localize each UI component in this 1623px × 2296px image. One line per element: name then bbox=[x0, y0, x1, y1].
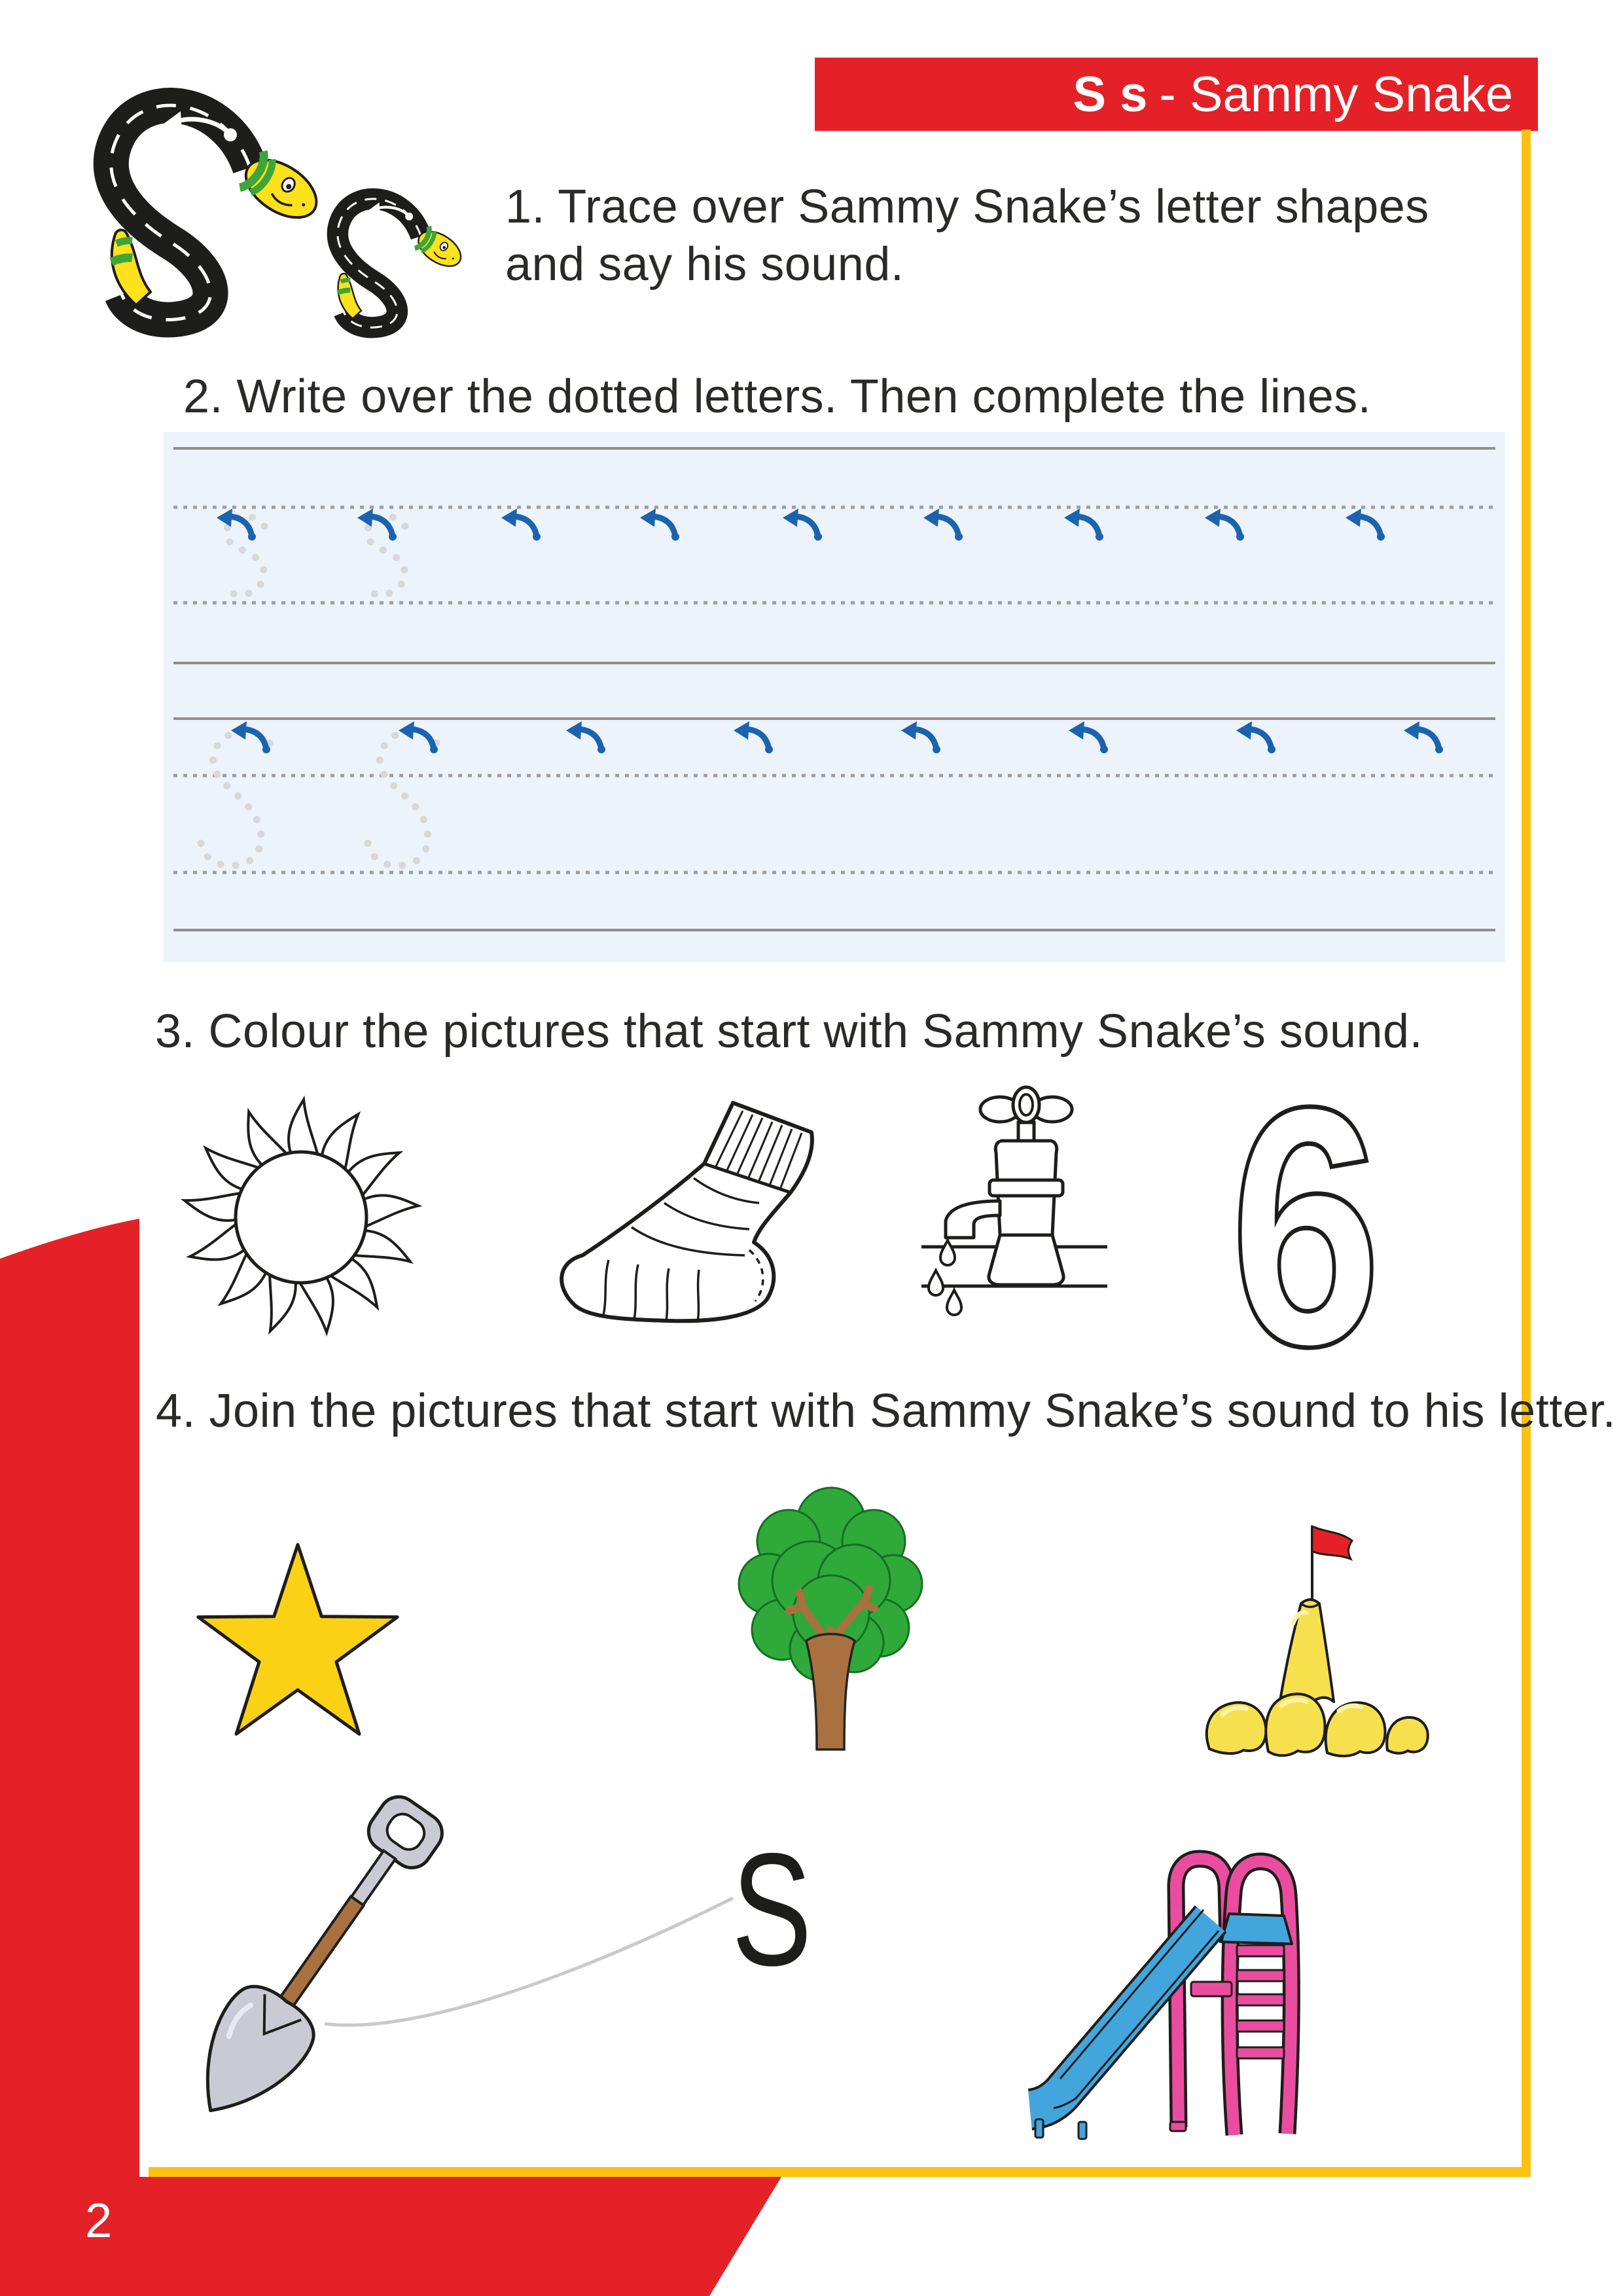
slide-picture[interactable] bbox=[995, 1839, 1309, 2147]
sammy-snake-letters bbox=[39, 52, 484, 353]
sun-picture[interactable] bbox=[177, 1093, 425, 1342]
tap-picture[interactable] bbox=[916, 1083, 1113, 1319]
instruction-1 bbox=[505, 178, 1429, 293]
capital-s-snake-icon bbox=[111, 105, 327, 319]
header-title: - Sammy Snake bbox=[1159, 66, 1513, 122]
sandcastle-icon bbox=[1207, 1526, 1428, 1756]
dotted-letter-capital-s[interactable] bbox=[200, 731, 270, 865]
flag-icon bbox=[1312, 1526, 1352, 1559]
writing-row-capital-s[interactable] bbox=[173, 719, 1495, 930]
yellow-border-vertical bbox=[1522, 130, 1531, 2177]
letter-s-target[interactable]: S bbox=[732, 1820, 812, 1999]
tree-picture[interactable] bbox=[713, 1476, 949, 1757]
stroke-direction-arrows bbox=[217, 509, 1385, 541]
tap-icon bbox=[921, 1087, 1107, 1315]
sock-icon bbox=[562, 1103, 812, 1321]
star-picture[interactable] bbox=[187, 1541, 409, 1757]
dotted-letter-capital-s[interactable] bbox=[367, 731, 437, 865]
sun-icon bbox=[183, 1100, 420, 1336]
sock-picture[interactable] bbox=[497, 1093, 825, 1329]
water-drop-icon bbox=[929, 1240, 961, 1315]
lowercase-s-snake-icon bbox=[338, 199, 467, 327]
join-answer-line bbox=[301, 1872, 759, 2055]
instruction-3: 3. Colour the pictures that start with Sammy Snake’s sound. bbox=[155, 1005, 1423, 1058]
star-icon bbox=[198, 1545, 397, 1734]
header-banner bbox=[815, 58, 1538, 131]
number-six-picture[interactable] bbox=[1230, 1086, 1394, 1361]
header-letters: S s bbox=[1073, 66, 1148, 122]
stroke-direction-arrows bbox=[231, 721, 1443, 753]
slide-icon bbox=[1030, 1859, 1292, 2139]
instruction-1-line-1: 1. Trace over Sammy Snake’s letter shapes bbox=[505, 181, 1429, 233]
instruction-4: 4. Join the pictures that start with Sammy Snake’s sound to his letter. bbox=[156, 1385, 1616, 1437]
instruction-1-line-2: and say his sound. bbox=[505, 238, 904, 291]
yellow-border-bottom bbox=[149, 2167, 1530, 2177]
instruction-2: 2. Write over the dotted letters. Then complete the lines. bbox=[183, 370, 1372, 423]
sandcastle-picture[interactable] bbox=[1171, 1512, 1472, 1761]
number-six-glyph: 6 bbox=[1230, 1086, 1382, 1361]
tree-icon bbox=[739, 1488, 922, 1749]
dotted-letter-s[interactable] bbox=[224, 516, 264, 594]
dotted-letter-s[interactable] bbox=[365, 516, 405, 594]
page-number: 2 bbox=[85, 2193, 113, 2248]
writing-row-lowercase-s[interactable] bbox=[173, 448, 1495, 663]
writing-practice-panel[interactable] bbox=[164, 432, 1505, 962]
